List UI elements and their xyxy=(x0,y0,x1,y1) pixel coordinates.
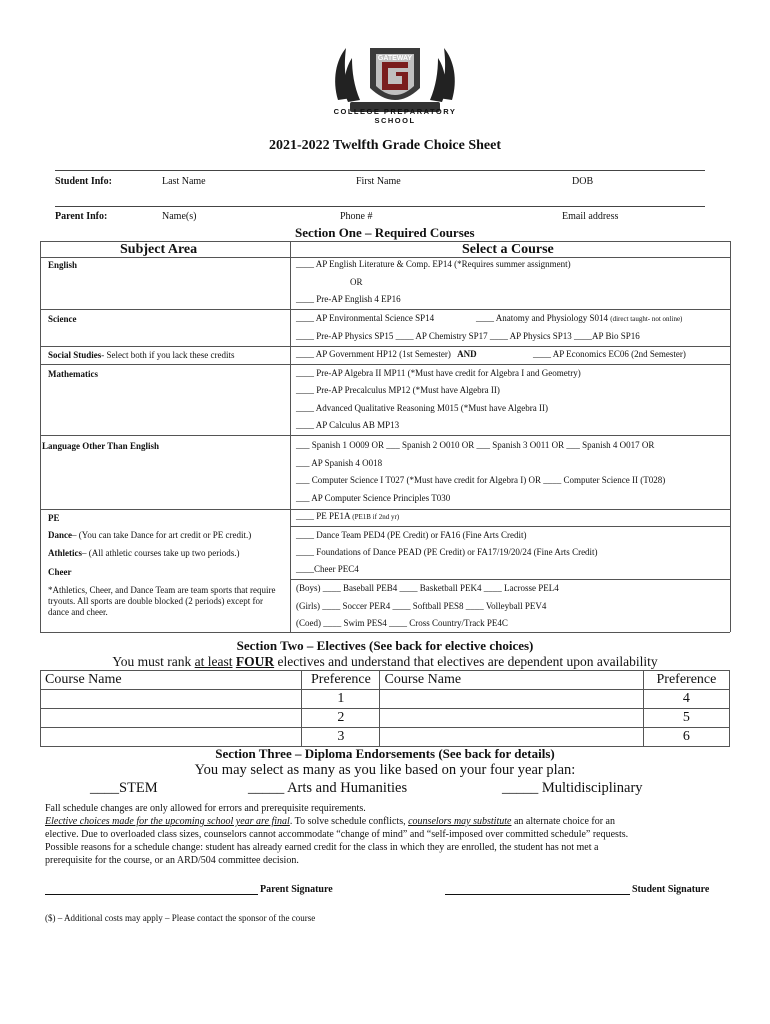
policy-final-notice: Elective choices made for the upcoming school year are final xyxy=(45,816,290,827)
policy-line-1: Fall schedule changes are only allowed for errors and prerequisite requirements. xyxy=(45,803,366,814)
language-options-cs[interactable]: ___ Computer Science I T027 (*Must have credit for Algebra I) OR ____ Computer Science II (T028) xyxy=(296,475,666,485)
first-name-label: First Name xyxy=(356,176,401,187)
section-three-instructions: You may select as many as you like based on your four year plan: xyxy=(194,762,576,778)
athletics-note: – (All athletic courses take up two periods.) xyxy=(82,548,240,558)
elective-course-3[interactable] xyxy=(41,728,302,747)
pe-option-foundations[interactable]: ____ Foundations of Dance PEAD (PE Credit) or FA17/19/20/24 (Fine Arts Credit) xyxy=(296,547,598,557)
language-label: Language Other Than English xyxy=(42,441,159,451)
athletics-title: Athletics xyxy=(48,548,82,558)
elective-pref-1: 1 xyxy=(302,690,380,709)
pe-option-pe1a-label: ____ PE PE1A xyxy=(296,511,351,521)
section-two-instructions xyxy=(0,654,770,670)
logo-text: GATEWAY xyxy=(377,55,413,62)
pe-option-pe1a-note: (PE1B if 2nd yr) xyxy=(352,513,400,521)
pe-option-dance-team[interactable]: ____ Dance Team PED4 (PE Credit) or FA16 (Fine Arts Credit) xyxy=(296,530,527,540)
policy-line-5: prerequisite for the course, or an ARD/504 committee decision. xyxy=(45,855,299,866)
electives-header-pref-right: Preference xyxy=(643,671,729,690)
school-name-line1: COLLEGE PREPARATORY xyxy=(333,107,457,116)
parent-signature-line[interactable] xyxy=(45,894,258,895)
parent-names-label: Name(s) xyxy=(162,211,197,222)
social-studies-title: Social Studies xyxy=(48,350,102,360)
policy-line-2b: . To solve schedule conflicts, xyxy=(289,816,409,827)
section-two-sub-four: FOUR xyxy=(235,654,275,669)
section-one-title: Section One – Required Courses xyxy=(295,225,475,240)
endorsement-stem[interactable]: ____STEM xyxy=(90,780,158,796)
parent-signature-label: Parent Signature xyxy=(260,884,333,895)
policy-line-3: elective. Due to overloaded class sizes, counselors cannot accommodate “change of mind” and “self-imposed over committed schedule” requests. xyxy=(45,829,629,840)
cheer-label: Cheer xyxy=(48,567,72,577)
elective-pref-5: 5 xyxy=(643,709,729,728)
section-three-title: Section Three – Diploma Endorsements (See back for details) xyxy=(215,746,555,761)
student-signature-label: Student Signature xyxy=(632,884,710,895)
elective-pref-3: 3 xyxy=(302,728,380,747)
language-options-spanish[interactable]: ___ Spanish 1 O009 OR ___ Spanish 2 O010 OR ___ Spanish 3 O011 OR ___ Spanish 4 O017 OR xyxy=(296,440,655,450)
school-name-line2: SCHOOL xyxy=(374,116,416,125)
social-studies-label xyxy=(48,350,234,360)
section-two-sub-pre: You must rank xyxy=(112,654,195,669)
electives-header-course-right: Course Name xyxy=(380,671,643,690)
tryouts-note: *Athletics, Cheer, and Dance Team are team sports that require tryouts. All sports are double blocked (2 periods) except for dance and cheer. xyxy=(48,585,276,617)
social-option-gov-label: ____ AP Government HP12 (1st Semester) xyxy=(296,349,451,359)
subject-area-header: Subject Area xyxy=(120,242,198,257)
science-label: Science xyxy=(48,314,77,324)
elective-pref-4: 4 xyxy=(643,690,729,709)
pe-option-cheer[interactable]: ____Cheer PEC4 xyxy=(296,564,359,574)
math-option-algebra2[interactable]: ____ Pre-AP Algebra II MP11 (*Must have credit for Algebra I and Geometry) xyxy=(296,368,581,378)
athletics-options-girls[interactable]: (Girls) ____ Soccer PER4 ____ Softball PES8 ____ Volleyball PEV4 xyxy=(296,601,547,611)
english-option-ap-lit[interactable]: ____ AP English Literature & Comp. EP14 (*Requires summer assignment) xyxy=(296,259,571,269)
social-option-econ[interactable]: ____ AP Economics EC06 (2nd Semester) xyxy=(533,349,686,359)
math-option-aqr[interactable]: ____ Advanced Qualitative Reasoning M015 (*Must have Algebra II) xyxy=(296,403,548,413)
science-option-ap-env[interactable]: ____ AP Environmental Science SP14 xyxy=(296,313,435,323)
select-course-header: Select a Course xyxy=(462,242,554,257)
student-signature-line[interactable] xyxy=(445,894,630,895)
athletics-options-coed[interactable]: (Coed) ____ Swim PES4 ____ Cross Country/Track PE4C xyxy=(296,618,508,628)
pe-option-pe1a[interactable] xyxy=(296,511,399,521)
elective-course-2[interactable] xyxy=(41,709,302,728)
science-option-anatomy-note: (direct taught- not online) xyxy=(610,315,683,323)
electives-table xyxy=(40,670,730,747)
page-title: 2021-2022 Twelfth Grade Choice Sheet xyxy=(268,138,501,153)
math-label: Mathematics xyxy=(48,369,98,379)
dance-title: Dance xyxy=(48,530,72,540)
section-two-title: Section Two – Electives (See back for elective choices) xyxy=(236,638,534,653)
policy-line-2 xyxy=(45,816,615,827)
last-name-label: Last Name xyxy=(162,176,206,187)
email-label: Email address xyxy=(562,211,619,222)
english-or: OR xyxy=(350,277,363,287)
elective-course-5[interactable] xyxy=(380,709,643,728)
student-info-label: Student Info: xyxy=(55,176,112,187)
footer-note: ($) – Additional costs may apply – Please contact the sponsor of the course xyxy=(45,913,316,923)
elective-course-4[interactable] xyxy=(380,690,643,709)
parent-info-line[interactable] xyxy=(55,206,705,207)
electives-header-pref-left: Preference xyxy=(302,671,380,690)
english-label: English xyxy=(48,260,78,270)
pe-label: PE xyxy=(48,513,60,523)
elective-course-1[interactable] xyxy=(41,690,302,709)
endorsement-arts[interactable]: _____ Arts and Humanities xyxy=(248,780,408,796)
student-info-line[interactable] xyxy=(55,170,705,171)
elective-course-6[interactable] xyxy=(380,728,643,747)
math-option-calc[interactable]: ____ AP Calculus AB MP13 xyxy=(296,420,400,430)
language-option-ap-cs[interactable]: ___ AP Computer Science Principles T030 xyxy=(296,493,451,503)
language-option-ap-spanish[interactable]: ___ AP Spanish 4 O018 xyxy=(296,458,383,468)
policy-line-4: Possible reasons for a schedule change: student has already earned credit for the class in which they are enrolled, the student has not met a xyxy=(45,842,599,853)
endorsement-multidisciplinary[interactable]: _____ Multidisciplinary xyxy=(502,780,643,796)
science-option-anatomy[interactable] xyxy=(476,313,682,323)
athletics-options-boys[interactable]: (Boys) ____ Baseball PEB4 ____ Basketball PEK4 ____ Lacrosse PEL4 xyxy=(296,583,559,593)
athletics-label xyxy=(48,548,239,558)
math-option-precalc[interactable]: ____ Pre-AP Precalculus MP12 (*Must have Algebra II) xyxy=(296,385,500,395)
phone-label: Phone # xyxy=(340,211,373,222)
section-two-sub-at: at least xyxy=(194,654,233,669)
policy-line-2d: an alternate choice for an xyxy=(511,816,615,827)
dance-note: – (You can take Dance for art credit or PE credit.) xyxy=(72,530,252,540)
social-and: AND xyxy=(457,349,477,359)
section-two-sub-post: electives and understand that electives are dependent upon availability xyxy=(274,654,658,669)
elective-pref-2: 2 xyxy=(302,709,380,728)
policy-substitute-notice: counselors may substitute xyxy=(408,816,512,827)
electives-header-course-left: Course Name xyxy=(41,671,302,690)
social-option-gov[interactable] xyxy=(296,349,477,359)
science-options-row2[interactable]: ____ Pre-AP Physics SP15 ____ AP Chemistry SP17 ____ AP Physics SP13 ____AP Bio SP16 xyxy=(296,331,640,341)
parent-info-label: Parent Info: xyxy=(55,211,108,222)
social-studies-note: - Select both if you lack these credits xyxy=(101,350,235,360)
science-option-anatomy-label: ____ Anatomy and Physiology S014 xyxy=(476,313,609,323)
elective-pref-6: 6 xyxy=(643,728,729,747)
english-option-preap[interactable]: ____ Pre-AP English 4 EP16 xyxy=(296,294,401,304)
dob-label: DOB xyxy=(572,176,594,187)
dance-label xyxy=(48,530,251,540)
